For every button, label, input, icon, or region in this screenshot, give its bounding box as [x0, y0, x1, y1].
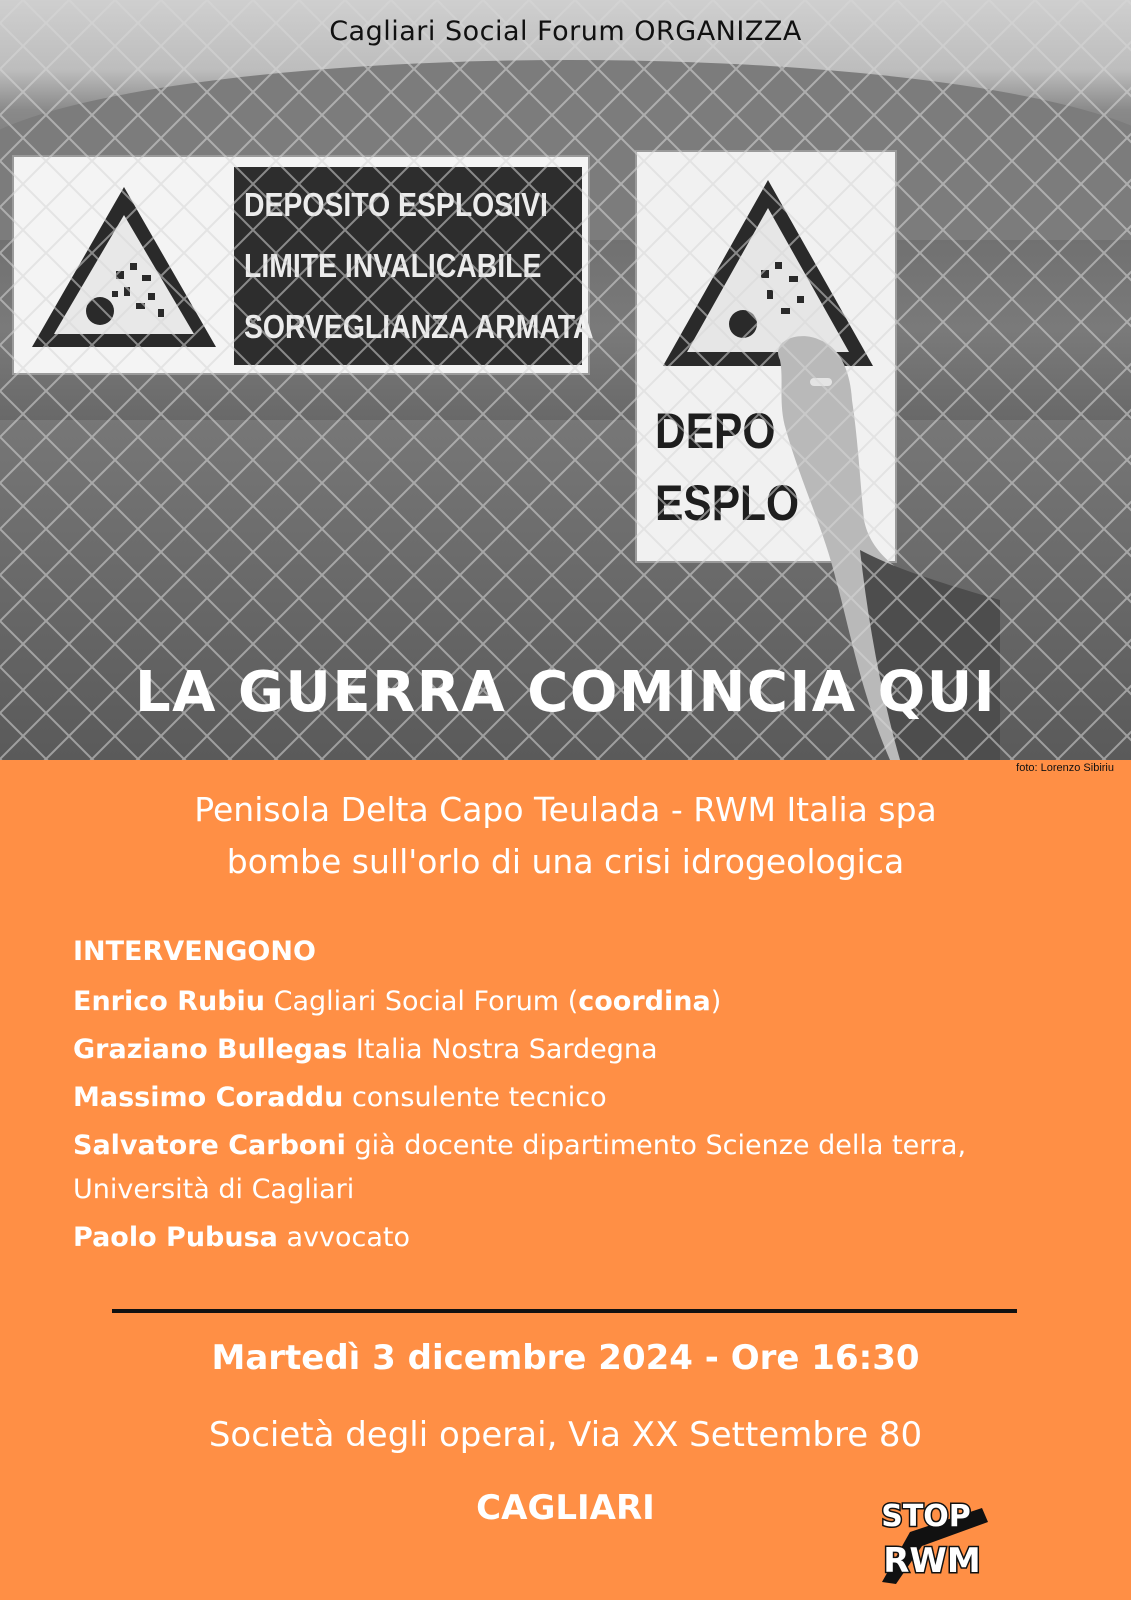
speaker-row	[73, 980, 1093, 1024]
speaker-row	[73, 1028, 1093, 1072]
chain-link-fence	[0, 0, 1131, 760]
speaker-role: consulente tecnico	[351, 1082, 607, 1113]
speakers-list	[73, 930, 1093, 1264]
speaker-name: Massimo Coraddu	[73, 1082, 344, 1113]
speaker-role: avvocato	[286, 1222, 411, 1253]
speaker-row	[73, 1124, 1093, 1212]
speaker-name: Paolo Pubusa	[73, 1222, 278, 1253]
logo-text-bottom: RWM	[883, 1541, 981, 1581]
subtitle-line-2: bombe sull'orlo di una crisi idrogeologica	[226, 842, 905, 881]
event-city: CAGLIARI	[476, 1488, 655, 1528]
page-title: LA GUERRA COMINCIA QUI	[134, 660, 997, 725]
speaker-name: Graziano Bullegas	[73, 1034, 348, 1065]
subtitle	[0, 784, 1131, 888]
hero-photo	[0, 0, 1131, 760]
logo-text-top: STOP	[881, 1499, 971, 1534]
event-date-time: Martedì 3 dicembre 2024 - Ore 16:30	[211, 1338, 920, 1378]
speaker-role: già docente dipartimento Scienze della terra, Università di Cagliari	[73, 1130, 967, 1205]
section-divider	[112, 1309, 1017, 1313]
photo-credit: foto: Lorenzo Sibiriu	[1016, 762, 1114, 774]
speaker-row	[73, 1076, 1093, 1120]
speaker-role: Italia Nostra Sardegna	[355, 1034, 658, 1065]
subtitle-line-1: Penisola Delta Capo Teulada - RWM Italia spa	[194, 790, 937, 829]
speaker-name: Enrico Rubiu	[73, 986, 266, 1017]
organizer-line: Cagliari Social Forum ORGANIZZA	[329, 16, 802, 47]
speakers-heading: INTERVENGONO	[73, 936, 316, 967]
speaker-role-end: )	[710, 986, 722, 1017]
speaker-role: Cagliari Social Forum (	[273, 986, 579, 1017]
stop-rwm-logo	[862, 1492, 994, 1588]
speaker-row	[73, 1216, 1093, 1260]
speaker-name: Salvatore Carboni	[73, 1130, 346, 1161]
event-venue: Società degli operai, Via XX Settembre 80	[208, 1415, 923, 1455]
speaker-role-emphasis: coordina	[578, 986, 711, 1017]
